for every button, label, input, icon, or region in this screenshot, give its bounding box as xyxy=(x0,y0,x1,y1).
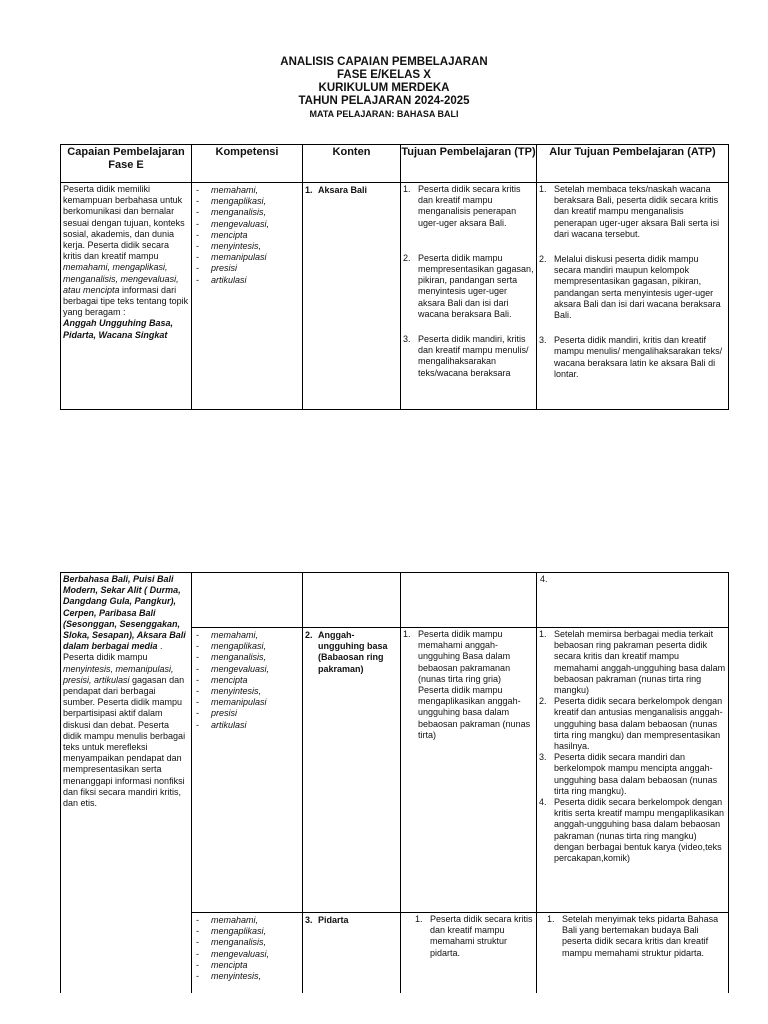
kompetensi-item: - menyintesis, xyxy=(196,241,302,252)
kompetensi-item: - mencipta xyxy=(196,230,302,241)
kompetensi-cell xyxy=(192,183,303,410)
kompetensi-item: - memahami, xyxy=(196,915,302,926)
kompetensi-item: - mencipta xyxy=(196,675,302,686)
item-text: Setelah membaca teks/naskah wacana beraksara Bali, peserta didik secara kritis dan kreatif mampu menganalisis penerapan uger-uger aksara Bali serta isi dari wacana tersebut. xyxy=(554,184,720,239)
item-number: 2. xyxy=(403,252,411,263)
konten-title: Aksara Bali xyxy=(318,185,368,195)
item-text: Peserta didik mampu mempresentasikan gagasan, pikiran, pandangan serta menyintesis uger-uger aksara Bali dan isi dari wacana beraksara Bali. xyxy=(418,252,534,319)
kompetensi-item: - memahami, xyxy=(196,185,302,196)
numbered-item xyxy=(539,752,726,797)
konten-cell-empty xyxy=(303,573,401,628)
kompetensi-list xyxy=(192,913,302,982)
item-number: 1. xyxy=(403,629,411,639)
cp-text: Peserta didik memiliki kemampuan berbahasa untuk berkomunikasi dan bernalar sesuai dengan tujuan, konteks sosial, akademis, dan dunia kerja. Peserta didik secara kritis dan kreatif mampu xyxy=(63,184,185,262)
item-number: 3. xyxy=(539,335,547,346)
tp-list xyxy=(401,913,536,959)
cp-text-cont: informasi dari berbagai tipe teks tentang topik yang beragam : xyxy=(63,284,189,318)
konten-cell xyxy=(303,628,401,913)
title-line-3: KURIKULUM MERDEKA xyxy=(318,82,450,94)
tp-list xyxy=(401,628,536,741)
item-number: 1. xyxy=(539,184,547,194)
header-konten: Konten xyxy=(303,145,401,183)
tp-list xyxy=(401,183,536,379)
cp-text-cont: gagasan dan pendapat dari berbagai sumber. Peserta didik mampu berpartisipasi aktif dalam diskusi dan debat. Peserta didik mampu menulis berbagai teks untuk merefleksi menyampaikan pendapat dan mempresentasikan serta menanggapi informasi nonfiksi dan fiksi secara mandiri kritis, dan etis. xyxy=(63,674,186,809)
numbered-item xyxy=(403,253,534,320)
kompetensi-item: - memanipulasi xyxy=(196,697,302,708)
cp-topics: Anggah Ungguhing Basa, Pidarta, Wacana Singkat xyxy=(63,318,173,340)
kompetensi-list xyxy=(192,628,302,731)
item-number: 3. xyxy=(539,752,547,763)
item-number: 2. xyxy=(539,696,547,707)
konten-cell xyxy=(303,183,401,410)
cp-text: . Peserta didik mampu xyxy=(63,641,163,663)
item-text: Peserta didik secara kritis dan kreatif mampu menganalisis penerapan uger-uger aksara Bali. xyxy=(418,184,521,228)
item-text: Peserta didik mandiri, kritis dan kreatif mampu menulis/ mengalihaksarakan teks/wacana beraksara xyxy=(418,334,529,378)
numbered-item xyxy=(539,696,726,752)
kompetensi-item: - mencipta xyxy=(196,960,302,971)
item-text: Peserta didik secara berkelompok dengan kritis serta kreatif mampu mengaplikasikan anggah-ungguhing basa dalam bebaosan pakraman (nunas tirta ring mangku) dengan berbagai bentuk karya (video,teks percakapan,komik) xyxy=(554,797,725,864)
subject-line: MATA PELAJARAN: BAHASA BALI xyxy=(309,109,459,119)
numbered-item xyxy=(415,914,534,959)
cp-analysis-table-2 xyxy=(60,572,729,993)
kompetensi-cell-empty xyxy=(192,573,303,628)
atp-cell xyxy=(537,183,729,410)
kompetensi-item: - menganalisis, xyxy=(196,937,302,948)
kompetensi-cell xyxy=(192,913,303,993)
numbered-item xyxy=(539,335,726,380)
atp-cell xyxy=(537,628,729,913)
item-text: Peserta didik secara berkelompok dengan kreatif dan antusias menganalisis anggah-ungguhing basa dalam bebaosan (nunas tirta ring mangku) dan mempresentasikan hasilnya. xyxy=(554,696,723,752)
konten-number: 2. xyxy=(305,630,313,640)
kompetensi-item: - mengevaluasi, xyxy=(196,664,302,675)
kompetensi-item: - artikulasi xyxy=(196,275,302,286)
item-number: 1. xyxy=(415,914,423,924)
kompetensi-cell xyxy=(192,628,303,913)
cp-cell xyxy=(61,573,192,993)
item-text: Peserta didik mampu memahami anggah-ungguhing Basa dalam bebaosan pakramanan (nunas tirta ring gria) Peserta didik mampu mengaplikasikan anggah-ungguhing basa dalam bebaosan pakraman (nunas tirta) xyxy=(418,629,531,740)
cp-analysis-table-1 xyxy=(60,144,729,410)
kompetensi-item: - mengevaluasi, xyxy=(196,219,302,230)
kompetensi-list xyxy=(192,183,302,286)
kompetensi-item: - presisi xyxy=(196,708,302,719)
atp-cell xyxy=(537,913,729,993)
kompetensi-item: - presisi xyxy=(196,263,302,274)
item-number: 1. xyxy=(539,629,547,639)
cp-topics: Berbahasa Bali, Puisi Bali Modern, Sekar Alit ( Durma, Dangdang Gula, Pangkur), Cerpen, Paribasa Bali (Sesonggan, Sesenggakan, Sloka, Sesapan), Aksara Bali dalam berbagai media xyxy=(63,574,186,652)
kompetensi-item: - artikulasi xyxy=(196,720,302,731)
numbered-item xyxy=(547,914,726,959)
kompetensi-item: - mengaplikasi, xyxy=(196,196,302,207)
item-text: Peserta didik secara mandiri dan berkelompok mampu mencipta anggah-ungguhing basa dalam bebaosan (nunas tirta ring mangku). xyxy=(554,752,718,796)
title-line-4: TAHUN PELAJARAN 2024-2025 xyxy=(298,95,470,107)
tp-cell-empty xyxy=(401,573,537,628)
kompetensi-item: - mengevaluasi, xyxy=(196,949,302,960)
kompetensi-item: - memanipulasi xyxy=(196,252,302,263)
item-number: 3. xyxy=(403,334,411,345)
atp-cell-carry xyxy=(537,573,729,628)
kompetensi-item: - menyintesis, xyxy=(196,971,302,982)
item-text: Peserta didik secara kritis dan kreatif mampu memahami struktur pidarta. xyxy=(430,914,533,958)
item-number: 1. xyxy=(403,184,411,194)
numbered-item xyxy=(539,184,726,240)
document-title-block xyxy=(0,56,768,120)
numbered-item xyxy=(539,797,726,864)
cp-cell xyxy=(61,183,192,410)
konten-number: 1. xyxy=(305,185,313,195)
kompetensi-item: - mengaplikasi, xyxy=(196,926,302,937)
item-text: Setelah memirsa berbagai media terkait bebaosan ring pakraman peserta didik secara kritis dan kreatif mampu memahami anggah-ungguhing basa dalam bebaosan pakraman (nunas tirta ring mangku) xyxy=(554,629,726,696)
tp-cell xyxy=(401,628,537,913)
kompetensi-item: - menyintesis, xyxy=(196,686,302,697)
item-number: 4. xyxy=(539,797,547,808)
atp-list xyxy=(537,628,728,864)
numbered-item xyxy=(403,629,534,741)
konten-title: Anggah-ungguhing basa (Babaosan ring pakraman) xyxy=(318,630,388,674)
title-line-1: ANALISIS CAPAIAN PEMBELAJARAN xyxy=(280,56,488,68)
item-text: Peserta didik mandiri, kritis dan kreatif mampu menulis/ mengalihaksarakan teks/ wacana beraksara latin ke aksara Bali di lontar. xyxy=(554,335,723,379)
cp-competencies: memahami, mengaplikasi, menganalisis, mengevaluasi, atau mencipta xyxy=(63,262,179,295)
konten-cell xyxy=(303,913,401,993)
item-number: 1. xyxy=(547,914,555,924)
cp-competencies: menyintesis, memanipulasi, presisi, artikulasi xyxy=(63,663,174,685)
header-tp: Tujuan Pembelajaran (TP) xyxy=(401,145,537,183)
header-kompetensi: Kompetensi xyxy=(192,145,303,183)
kompetensi-item: - memahami, xyxy=(196,630,302,641)
header-capaian: Capaian Pembelajaran Fase E xyxy=(61,145,192,183)
tp-cell xyxy=(401,183,537,410)
item-text: Setelah menyimak teks pidarta Bahasa Bali yang bertemakan budaya Bali peserta didik secara kritis dan kreatif mampu memahami struktur pidarta. xyxy=(562,914,719,958)
tp-cell xyxy=(401,913,537,993)
konten-title: Pidarta xyxy=(318,915,349,925)
numbered-item xyxy=(539,629,726,696)
title-line-2: FASE E/KELAS X xyxy=(337,69,431,81)
kompetensi-item: - menganalisis, xyxy=(196,652,302,663)
kompetensi-item: - mengaplikasi, xyxy=(196,641,302,652)
numbered-item xyxy=(539,254,726,321)
numbered-item xyxy=(403,184,534,229)
atp-carry-number: 4. xyxy=(540,574,548,584)
kompetensi-item: - menganalisis, xyxy=(196,207,302,218)
numbered-item xyxy=(403,334,534,379)
item-text: Melalui diskusi peserta didik mampu secara mandiri maupun kelompok mempresentasikan gagasan, pikiran, pandangan serta menyintesis uger-uger aksara Bali dan isi dari wacana beraksara Bali. xyxy=(554,254,721,321)
header-atp: Alur Tujuan Pembelajaran (ATP) xyxy=(537,145,729,183)
atp-list xyxy=(537,183,728,380)
item-number: 2. xyxy=(539,254,547,265)
atp-list xyxy=(537,913,728,959)
konten-number: 3. xyxy=(305,915,313,925)
